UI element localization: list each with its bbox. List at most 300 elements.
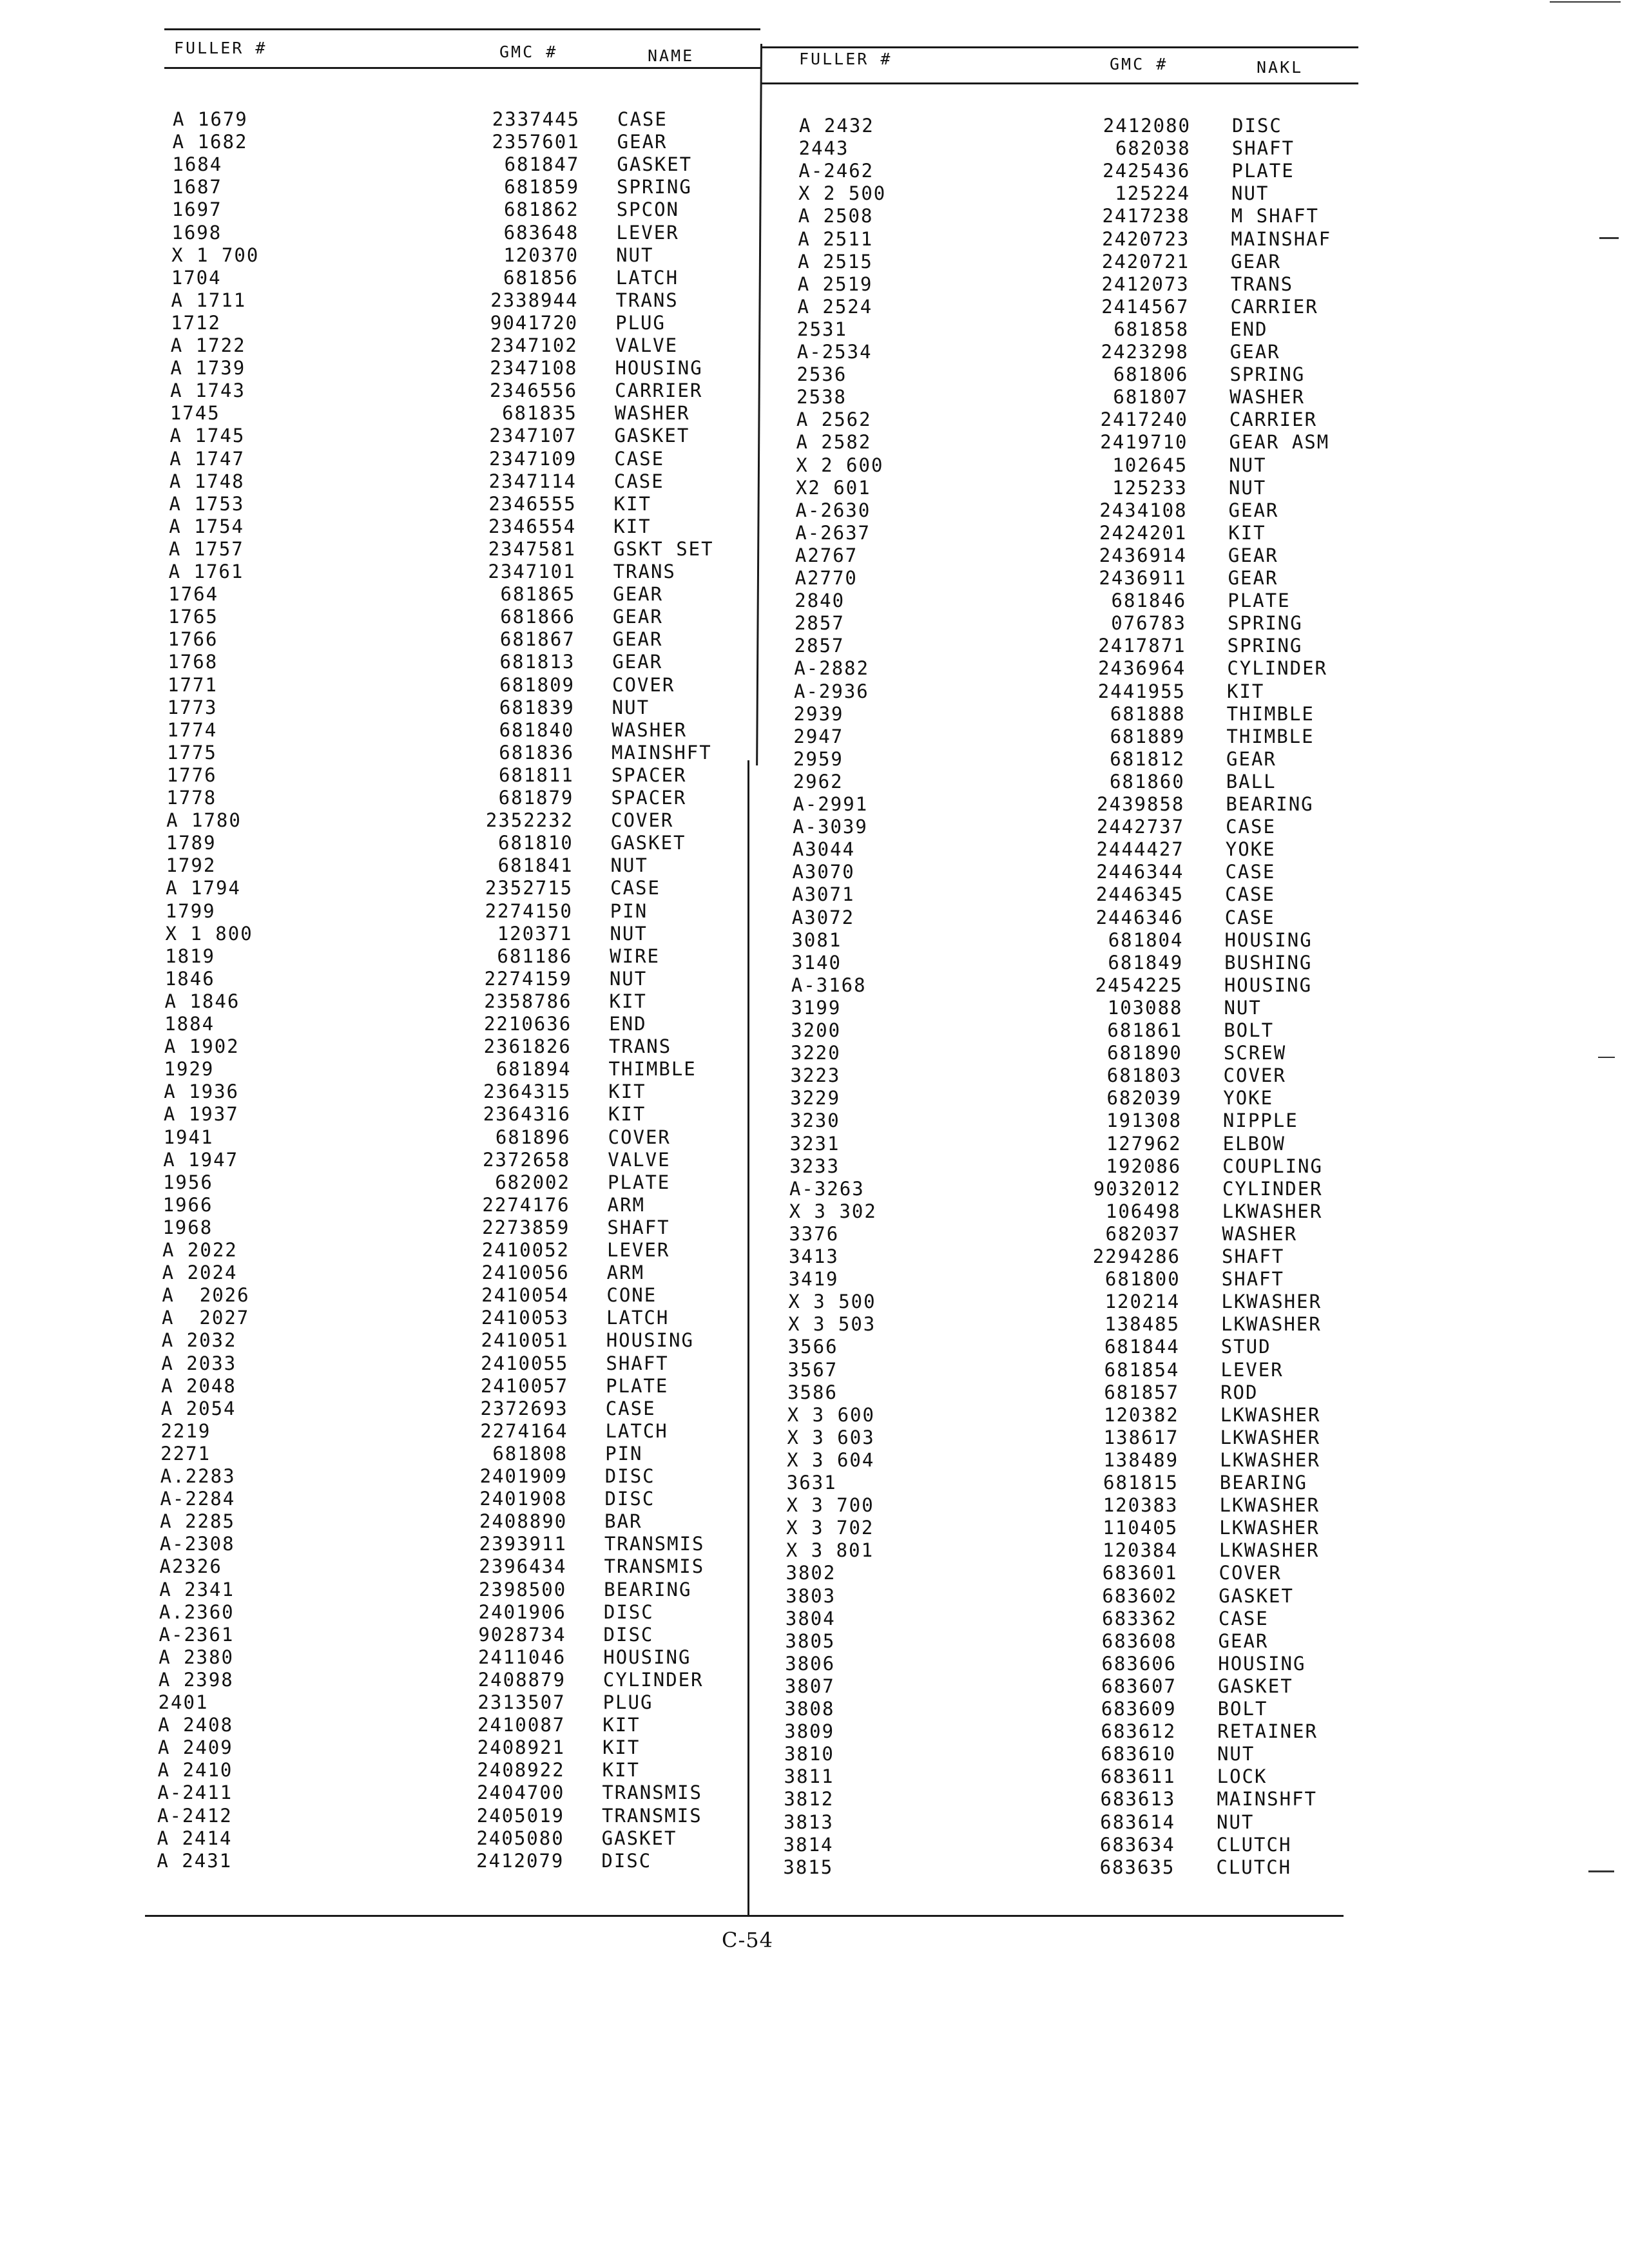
fuller-number: A.2283 xyxy=(160,1465,236,1487)
gmc-number: 681809 xyxy=(499,673,575,696)
part-name: PLATE xyxy=(607,1171,671,1193)
part-name: LEVER xyxy=(1220,1358,1284,1381)
fuller-number: 1966 xyxy=(162,1193,213,1216)
part-name: SPRING xyxy=(1227,635,1303,657)
part-name: CASE xyxy=(617,108,668,130)
part-name: WASHER xyxy=(1229,386,1305,408)
gmc-number: 681835 xyxy=(502,402,577,425)
part-name: GEAR xyxy=(612,628,663,651)
parts-row xyxy=(0,296,1547,319)
gmc-number: 681808 xyxy=(492,1442,568,1465)
fuller-number: 3807 xyxy=(784,1675,835,1697)
gmc-number: 2347581 xyxy=(488,537,576,560)
gmc-number: 2347107 xyxy=(489,425,577,447)
parts-row xyxy=(0,1608,1547,1631)
fuller-number: A3044 xyxy=(792,838,856,861)
part-name: BEARING xyxy=(604,1578,692,1600)
part-name: GEAR xyxy=(612,606,663,628)
gmc-number: 103088 xyxy=(1107,996,1183,1019)
part-name: NUT xyxy=(1217,1743,1255,1765)
part-name: NUT xyxy=(1217,1811,1255,1833)
fuller-number: A 1761 xyxy=(168,561,244,582)
gmc-number: 681815 xyxy=(1103,1472,1179,1494)
gmc-number: 2411046 xyxy=(478,1646,566,1668)
gmc-number: 681800 xyxy=(1104,1268,1181,1291)
gmc-number: 681890 xyxy=(1107,1042,1182,1064)
part-name: GASKET xyxy=(1217,1675,1293,1697)
parts-row xyxy=(0,251,1547,274)
fuller-number: 1773 xyxy=(167,696,218,718)
gmc-number: 2338944 xyxy=(490,289,579,311)
gmc-number: 681866 xyxy=(500,606,575,628)
fuller-number: 3230 xyxy=(789,1110,840,1132)
gmc-number: 2417238 xyxy=(1102,205,1190,227)
part-name: SPRING xyxy=(1227,612,1303,635)
fuller-number: 2939 xyxy=(793,702,844,725)
gmc-number: 9032012 xyxy=(1093,1177,1181,1200)
parts-row xyxy=(0,929,1547,952)
gmc-number: 2441955 xyxy=(1097,680,1186,702)
part-name: TRANSMIS xyxy=(602,1804,702,1827)
parts-row xyxy=(0,748,1547,771)
fuller-number: 2962 xyxy=(793,770,843,793)
part-name: GEAR ASM xyxy=(1229,431,1330,454)
gmc-number: 681813 xyxy=(499,651,575,673)
fuller-number: A 2027 xyxy=(162,1307,250,1329)
fuller-number: A-2412 xyxy=(157,1804,233,1827)
gmc-number: 9028734 xyxy=(478,1623,566,1646)
fuller-number: 3802 xyxy=(786,1562,836,1584)
part-name: TRANSMIS xyxy=(602,1782,702,1804)
fuller-number: 1968 xyxy=(162,1216,213,1238)
part-name: CASE xyxy=(614,447,665,470)
fuller-number: A 1780 xyxy=(166,809,242,832)
part-name: MAINSHFT xyxy=(612,741,712,764)
parts-row xyxy=(0,205,1547,228)
part-name: CARRIER xyxy=(1230,295,1318,318)
part-name: SPACER xyxy=(611,764,687,786)
part-name: GASKET xyxy=(610,832,686,854)
gmc-number: 681894 xyxy=(496,1058,572,1081)
gmc-number: 2364315 xyxy=(483,1081,572,1103)
fuller-number: A 1743 xyxy=(170,380,246,402)
part-name: PLATE xyxy=(1231,160,1295,182)
gmc-number: 681812 xyxy=(1110,747,1186,770)
fuller-number: 2401 xyxy=(158,1691,209,1713)
part-name: HOUSING xyxy=(1218,1652,1306,1675)
gmc-number: 2436911 xyxy=(1099,567,1187,589)
gmc-number: 681839 xyxy=(499,696,575,718)
part-name: CASE xyxy=(1224,906,1275,928)
fuller-number: A 1937 xyxy=(163,1103,239,1126)
part-name: COUPLING xyxy=(1222,1155,1323,1177)
fuller-number: A 1754 xyxy=(169,515,244,537)
fuller-number: 2840 xyxy=(795,590,845,612)
fuller-number: A 2519 xyxy=(797,273,873,295)
part-name: SHAFT xyxy=(1231,137,1295,160)
fuller-number: 3810 xyxy=(784,1743,834,1765)
gmc-number: 9041720 xyxy=(490,311,579,334)
fuller-number: 3566 xyxy=(787,1336,838,1358)
part-name: CYLINDER xyxy=(602,1668,704,1691)
fuller-number: 3811 xyxy=(784,1765,834,1788)
part-name: SHAFT xyxy=(1222,1245,1285,1267)
fuller-number: 1778 xyxy=(166,787,217,809)
parts-row xyxy=(0,1539,1547,1562)
part-name: KIT xyxy=(608,1081,646,1103)
gmc-number: 681836 xyxy=(499,741,575,764)
gmc-number: 2423298 xyxy=(1101,341,1189,363)
fuller-number: 1941 xyxy=(163,1126,214,1148)
gmc-number: 681857 xyxy=(1104,1381,1180,1403)
parts-row xyxy=(0,612,1547,635)
fuller-number: X 3 604 xyxy=(787,1448,875,1471)
fuller-number: 1789 xyxy=(166,832,217,854)
parts-row xyxy=(0,1720,1547,1744)
part-name: KIT xyxy=(609,990,647,1012)
fuller-number: A 2024 xyxy=(162,1262,238,1284)
gmc-number: 2274164 xyxy=(480,1419,568,1442)
gmc-number: 2294286 xyxy=(1092,1245,1181,1267)
fuller-number: A3071 xyxy=(792,883,855,906)
part-name: YOKE xyxy=(1225,838,1276,861)
gmc-number: 681858 xyxy=(1113,318,1190,340)
gmc-number: 2410055 xyxy=(481,1352,569,1374)
parts-row xyxy=(0,1245,1547,1269)
part-name: GASKET xyxy=(1219,1584,1294,1607)
part-name: THIMBLE xyxy=(608,1058,697,1081)
parts-row xyxy=(0,1336,1547,1359)
parts-row xyxy=(0,974,1547,997)
gmc-number: 138485 xyxy=(1104,1313,1181,1336)
part-name: LATCH xyxy=(605,1419,668,1442)
part-name: GASKET xyxy=(601,1827,677,1849)
part-name: HOUSING xyxy=(606,1329,694,1352)
fuller-number: 3231 xyxy=(789,1132,840,1155)
fuller-number: A-3168 xyxy=(791,974,867,996)
fuller-number: A 1739 xyxy=(170,357,246,380)
parts-row xyxy=(0,386,1547,409)
fuller-number: A 2054 xyxy=(160,1397,236,1419)
gmc-number: 683610 xyxy=(1101,1743,1176,1765)
fuller-number: 3806 xyxy=(785,1652,836,1675)
gmc-number: 682002 xyxy=(495,1171,570,1193)
gmc-number: 681806 xyxy=(1113,363,1189,386)
parts-row xyxy=(0,907,1547,930)
gmc-number: 681861 xyxy=(1107,1019,1183,1041)
part-name: GEAR xyxy=(1231,250,1281,273)
part-name: SPRING xyxy=(617,176,692,198)
part-name: KIT xyxy=(602,1759,641,1782)
parts-row xyxy=(0,1268,1547,1291)
fuller-number: A 1753 xyxy=(169,492,245,515)
fuller-number: X 1 700 xyxy=(171,244,260,266)
parts-row xyxy=(0,1811,1547,1834)
fuller-number: 1764 xyxy=(168,583,219,606)
part-name: KIT xyxy=(608,1103,646,1126)
parts-row xyxy=(0,318,1547,341)
gmc-number: 683601 xyxy=(1102,1562,1178,1584)
gmc-number: 682039 xyxy=(1106,1087,1182,1110)
parts-row xyxy=(0,137,1547,160)
fuller-number: A 2048 xyxy=(161,1374,236,1397)
part-name: NUT xyxy=(616,244,654,266)
gmc-number: 683635 xyxy=(1099,1856,1175,1878)
fuller-number: A 2432 xyxy=(799,115,874,137)
parts-row xyxy=(0,363,1547,387)
gmc-number: 2410057 xyxy=(480,1374,569,1397)
gmc-number: 110405 xyxy=(1103,1517,1179,1539)
part-name: LKWASHER xyxy=(1221,1313,1322,1336)
fuller-number: 3803 xyxy=(786,1584,836,1607)
part-name: COVER xyxy=(1219,1562,1282,1584)
fuller-number: A2767 xyxy=(795,544,858,566)
part-name: LKWASHER xyxy=(1221,1291,1322,1313)
gmc-number: 2393911 xyxy=(479,1533,567,1555)
gmc-number: 2436964 xyxy=(1098,657,1186,680)
fuller-number: A 1936 xyxy=(164,1081,239,1103)
fuller-number: A 1682 xyxy=(172,131,248,153)
part-name: GEAR xyxy=(1218,1629,1269,1652)
part-name: LATCH xyxy=(615,266,679,289)
gmc-number: 681859 xyxy=(504,176,580,198)
fuller-number: X 3 603 xyxy=(787,1426,875,1448)
part-name: NUT xyxy=(1231,182,1269,205)
part-name: GEAR xyxy=(1226,747,1277,770)
parts-row xyxy=(0,1313,1547,1336)
parts-row xyxy=(0,1585,1547,1608)
parts-row xyxy=(0,544,1547,568)
part-name: ARM xyxy=(606,1262,645,1284)
part-name: LKWASHER xyxy=(1219,1539,1320,1562)
gmc-number: 120371 xyxy=(497,922,573,945)
parts-row xyxy=(0,680,1547,704)
part-name: KIT xyxy=(1228,521,1266,544)
part-name: GEAR xyxy=(613,583,664,606)
gmc-number: 683602 xyxy=(1102,1584,1178,1607)
parts-row xyxy=(0,1834,1547,1857)
gmc-number: 2361826 xyxy=(483,1035,572,1058)
fuller-number: X 1 800 xyxy=(165,922,253,945)
gmc-number: 2412080 xyxy=(1103,115,1191,137)
part-name: BOLT xyxy=(1217,1698,1268,1720)
fuller-number: 3220 xyxy=(790,1042,841,1064)
parts-row xyxy=(0,1494,1547,1517)
gmc-number: 2436914 xyxy=(1099,544,1187,566)
header-fuller-right: FULLER # xyxy=(799,50,892,68)
gmc-number: 683634 xyxy=(1099,1833,1175,1856)
fuller-number: A 1947 xyxy=(163,1148,239,1171)
fuller-number: A 2508 xyxy=(798,205,874,227)
fuller-number: X 3 702 xyxy=(786,1517,874,1539)
part-name: END xyxy=(1230,318,1268,340)
fuller-number: A 2582 xyxy=(796,431,872,454)
gmc-number: 2412079 xyxy=(476,1849,564,1872)
header-gmc-left: GMC # xyxy=(499,43,558,61)
fuller-number: A 1748 xyxy=(169,470,245,492)
parts-row xyxy=(0,1856,1547,1879)
fuller-number: A3072 xyxy=(791,906,855,928)
gmc-number: 683606 xyxy=(1101,1652,1177,1675)
fuller-number: A 2380 xyxy=(159,1646,234,1668)
fuller-number: 3813 xyxy=(784,1811,834,1833)
part-name: CASE xyxy=(610,877,660,899)
fuller-number: 1775 xyxy=(167,741,217,764)
parts-row xyxy=(0,726,1547,749)
parts-row xyxy=(0,703,1547,726)
parts-row xyxy=(0,1291,1547,1314)
fuller-number: 3631 xyxy=(786,1472,837,1494)
part-name: LOCK xyxy=(1217,1765,1268,1788)
part-name: DISC xyxy=(603,1600,654,1623)
part-name: CASE xyxy=(1226,816,1276,838)
fuller-number: X 3 500 xyxy=(788,1291,876,1313)
part-name: CARRIER xyxy=(615,380,703,402)
gmc-number: 681879 xyxy=(498,787,574,809)
fuller-number: 3233 xyxy=(789,1155,840,1177)
parts-row xyxy=(0,997,1547,1020)
part-name: TRANS xyxy=(615,289,679,311)
gmc-number: 2405019 xyxy=(476,1804,564,1827)
part-name: LKWASHER xyxy=(1220,1403,1321,1426)
gmc-number: 102645 xyxy=(1112,454,1188,476)
part-name: NUT xyxy=(1228,476,1267,499)
fuller-number: A 2409 xyxy=(157,1736,233,1759)
part-name: TRANS xyxy=(608,1035,672,1058)
gmc-number: 076783 xyxy=(1111,612,1186,635)
part-name: END xyxy=(609,1013,647,1035)
fuller-number: A-2637 xyxy=(795,521,871,544)
fuller-number: A-2630 xyxy=(795,499,871,521)
parts-row xyxy=(0,1449,1547,1472)
parts-row xyxy=(0,793,1547,816)
gmc-number: 2347102 xyxy=(490,334,578,356)
header-fuller-left: FULLER # xyxy=(174,39,267,57)
fuller-number: A 2285 xyxy=(160,1510,235,1533)
part-name: MAINSHAF xyxy=(1231,227,1332,250)
fuller-number: 2538 xyxy=(796,386,847,408)
part-name: WASHER xyxy=(612,718,688,741)
fuller-number: 3808 xyxy=(784,1698,835,1720)
fuller-number: A 1722 xyxy=(170,334,246,356)
part-name: CLUTCH xyxy=(1216,1856,1292,1878)
gmc-number: 2424201 xyxy=(1099,521,1188,544)
part-name: LKWASHER xyxy=(1219,1517,1320,1539)
page-number: C-54 xyxy=(722,1928,774,1952)
parts-row xyxy=(0,1765,1547,1789)
parts-row xyxy=(0,1562,1547,1585)
fuller-number: A 2398 xyxy=(158,1668,234,1691)
part-name: LKWASHER xyxy=(1220,1426,1321,1448)
parts-row xyxy=(0,1178,1547,1201)
gmc-number: 2412073 xyxy=(1101,273,1190,295)
gmc-number: 2346556 xyxy=(489,380,578,402)
parts-row xyxy=(0,115,1547,138)
gmc-number: 2446345 xyxy=(1095,883,1184,906)
fuller-number: A2326 xyxy=(159,1555,222,1578)
part-name: DISC xyxy=(1232,115,1282,137)
part-name: CYLINDER xyxy=(1227,657,1327,680)
gmc-number: 2372658 xyxy=(483,1148,571,1171)
gmc-number: 120370 xyxy=(503,244,579,266)
gmc-number: 2401909 xyxy=(479,1465,568,1487)
parts-row xyxy=(0,522,1547,545)
fuller-number: 2857 xyxy=(794,612,845,635)
part-name: CYLINDER xyxy=(1222,1177,1323,1200)
part-name: DISC xyxy=(604,1488,655,1510)
gmc-number: 2444427 xyxy=(1096,838,1184,861)
fuller-number: 1884 xyxy=(164,1013,215,1035)
part-name: SHAFT xyxy=(1221,1268,1284,1291)
fuller-number: 1704 xyxy=(171,266,222,289)
part-name: NUT xyxy=(609,967,648,990)
gmc-number: 681888 xyxy=(1110,702,1186,725)
fuller-number: 2531 xyxy=(797,318,847,340)
fuller-number: X 3 700 xyxy=(786,1494,874,1517)
part-name: HOUSING xyxy=(1224,974,1313,996)
gmc-number: 2420721 xyxy=(1101,250,1190,273)
part-name: ROD xyxy=(1220,1381,1258,1403)
fuller-number: 1745 xyxy=(169,402,220,425)
fuller-number: A-2308 xyxy=(159,1533,235,1555)
parts-row xyxy=(0,816,1547,839)
gmc-number: 2408922 xyxy=(477,1759,565,1782)
gmc-number: 2337445 xyxy=(492,108,580,130)
parts-row xyxy=(0,228,1547,251)
fuller-number: 3376 xyxy=(789,1222,840,1245)
part-name: CARRIER xyxy=(1229,408,1318,431)
fuller-number: 1771 xyxy=(168,673,218,696)
part-name: HOUSING xyxy=(603,1646,691,1668)
gmc-number: 682038 xyxy=(1115,137,1191,160)
fuller-number: A 1711 xyxy=(171,289,247,311)
gmc-number: 191308 xyxy=(1106,1110,1182,1132)
gmc-number: 681847 xyxy=(504,153,580,176)
fuller-number: 2219 xyxy=(160,1419,211,1442)
parts-row xyxy=(0,1359,1547,1382)
part-name: KIT xyxy=(613,515,651,537)
part-name: PLUG xyxy=(602,1691,653,1713)
gmc-number: 683609 xyxy=(1101,1698,1177,1720)
gmc-number: 683362 xyxy=(1102,1607,1177,1629)
gmc-number: 2313507 xyxy=(477,1691,566,1713)
parts-row xyxy=(0,1223,1547,1246)
gmc-number: 2446344 xyxy=(1096,861,1184,883)
gmc-number: 681867 xyxy=(499,628,575,651)
part-name: CASE xyxy=(1225,883,1275,906)
fuller-number: X2 601 xyxy=(795,476,871,499)
fuller-number: 3419 xyxy=(788,1268,839,1291)
fuller-number: 3413 xyxy=(789,1245,839,1267)
fuller-number: 1799 xyxy=(165,899,216,922)
gmc-number: 2410056 xyxy=(481,1262,570,1284)
fuller-number: 1768 xyxy=(168,651,218,673)
part-name: NUT xyxy=(1224,996,1262,1019)
fuller-number: 1698 xyxy=(171,221,222,244)
part-name: CASE xyxy=(1218,1607,1269,1629)
part-name: LKWASHER xyxy=(1220,1448,1320,1471)
parts-row xyxy=(0,590,1547,613)
fuller-number: X 3 302 xyxy=(789,1200,877,1222)
fuller-number: A 2414 xyxy=(157,1827,233,1849)
gmc-number: 2410087 xyxy=(477,1714,566,1736)
gmc-number: 683614 xyxy=(1100,1811,1175,1833)
parts-row xyxy=(0,160,1547,183)
fuller-number: 1774 xyxy=(167,718,218,741)
gmc-number: 2396434 xyxy=(479,1555,567,1578)
fuller-number: A-3263 xyxy=(789,1177,865,1200)
fuller-number: 3223 xyxy=(790,1064,841,1087)
